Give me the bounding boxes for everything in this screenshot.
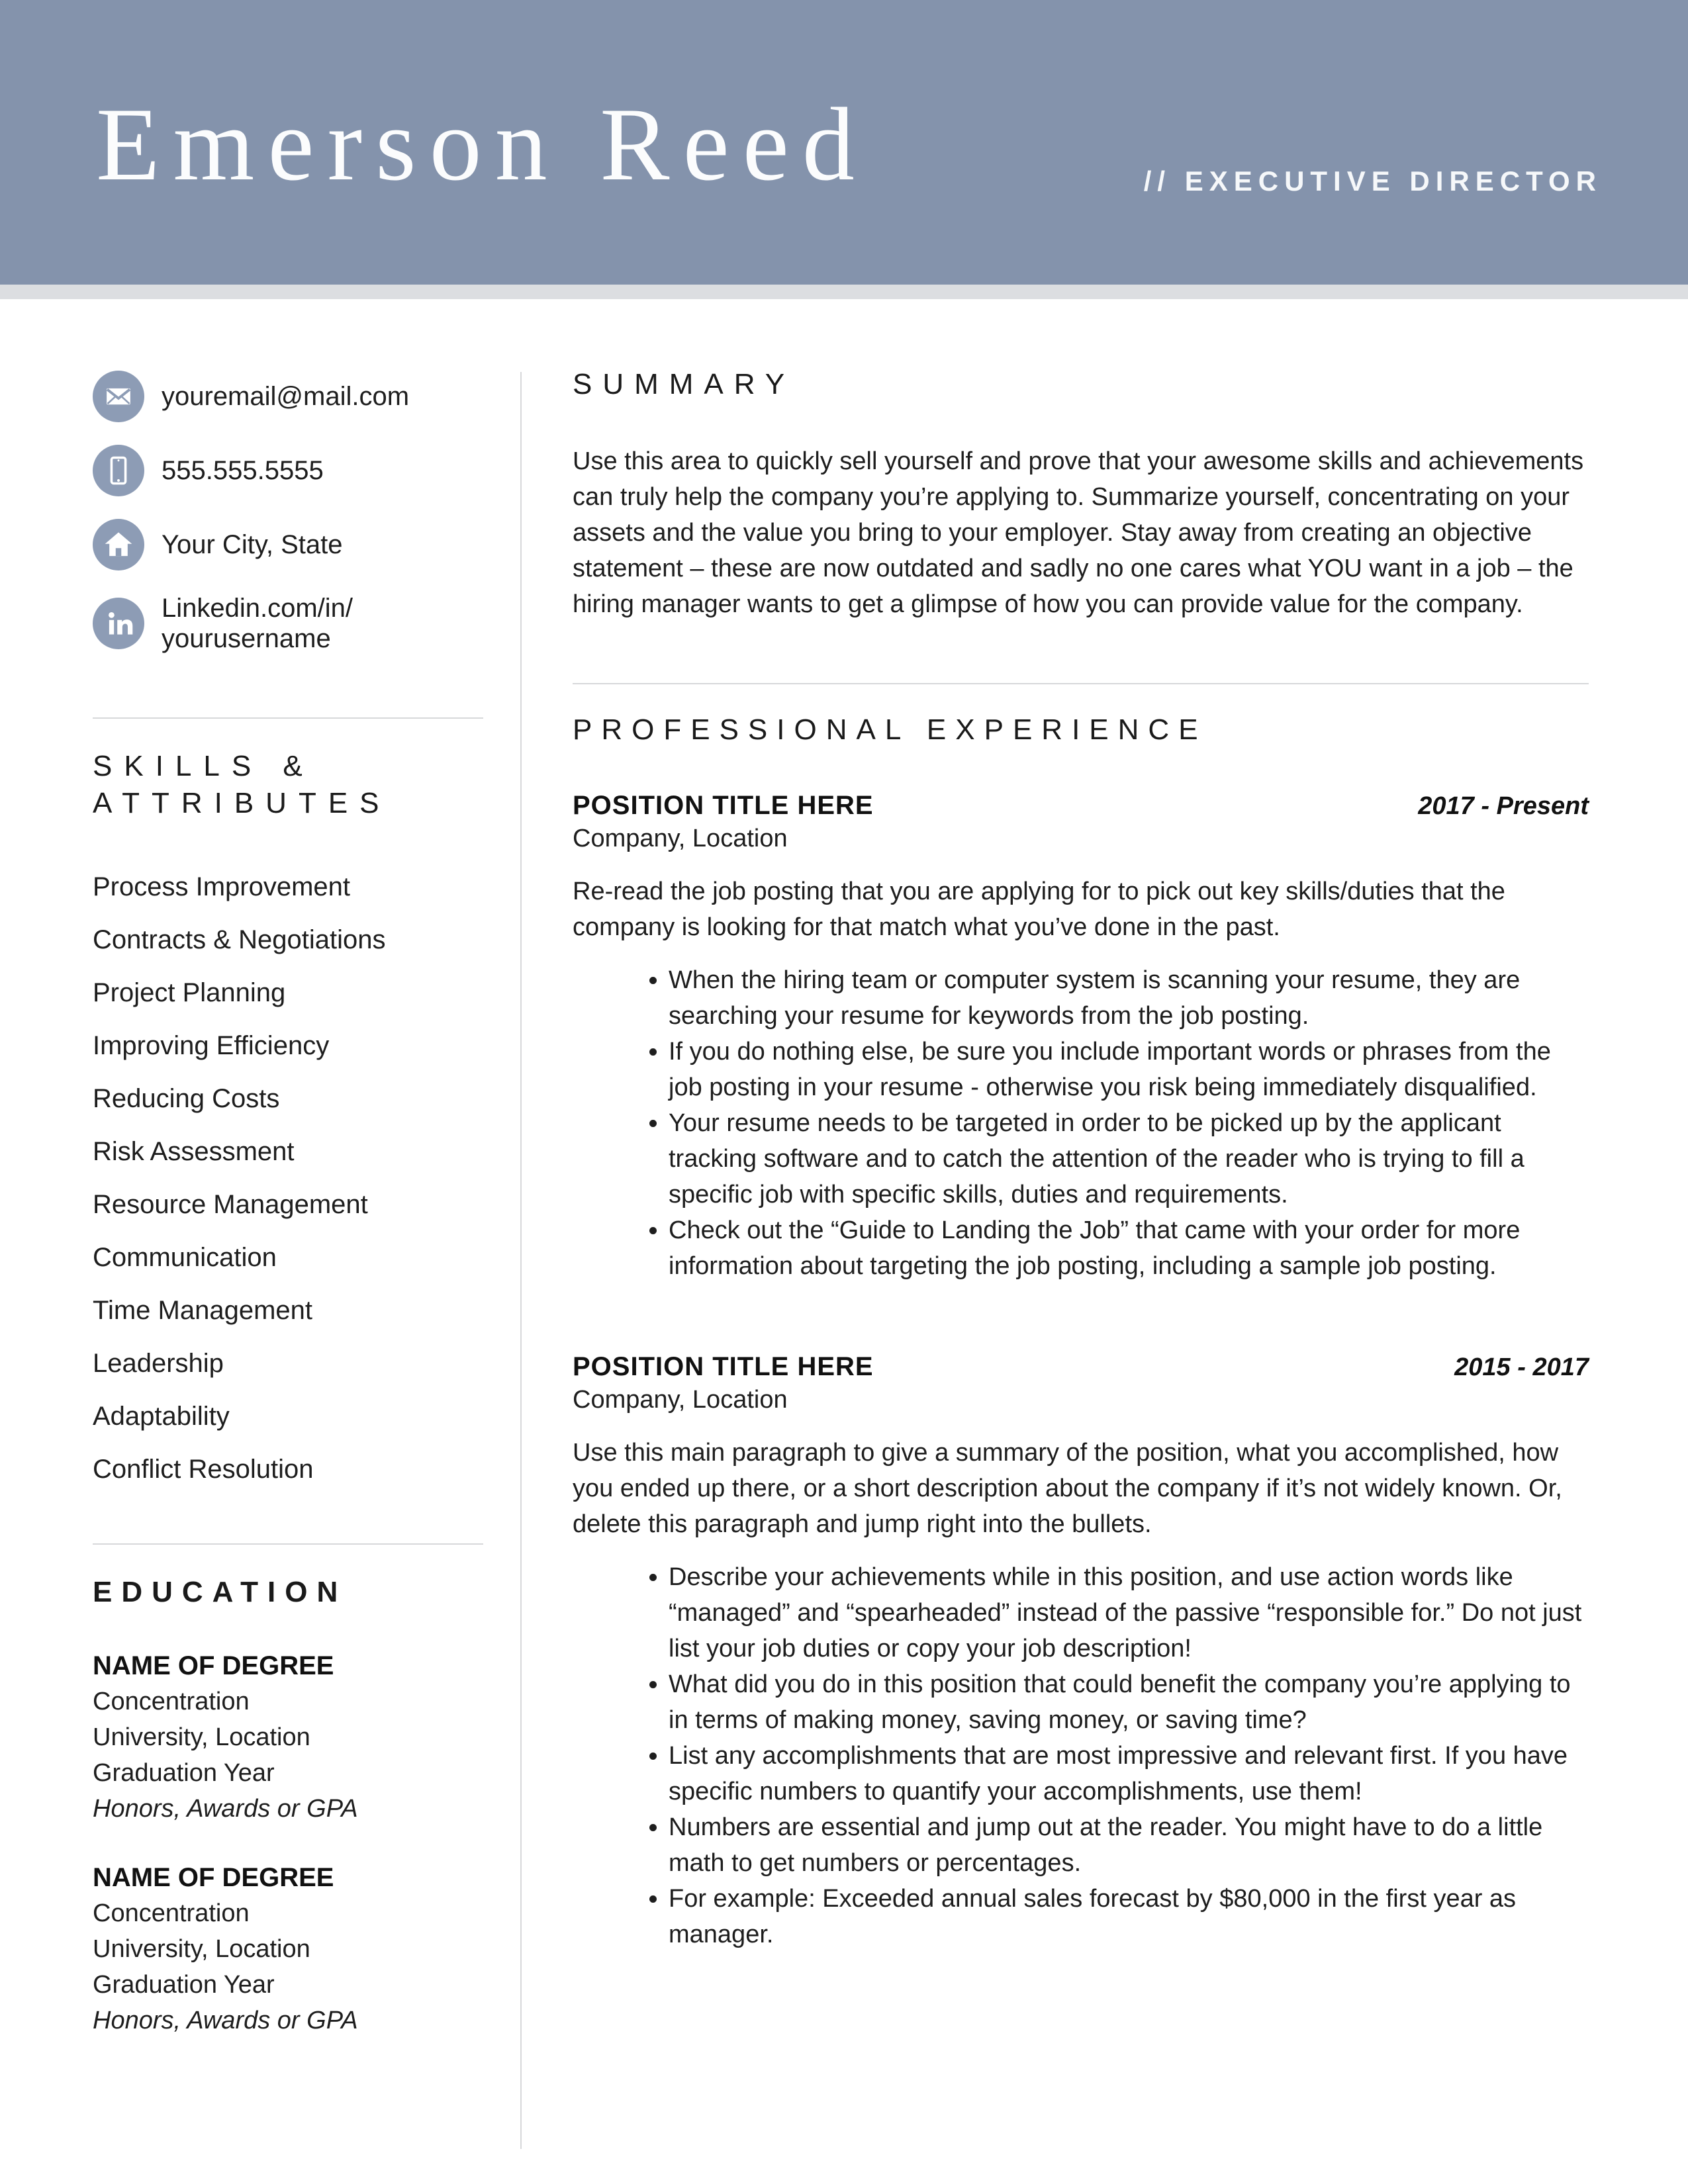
- contact-phone: [162, 455, 324, 486]
- email-icon: [93, 371, 144, 422]
- bullet-item: • Your resume needs to be targeted in order to be picked up by the applicant tracking software and to catch the attention of the reader who is trying to fill a specific job with specific skills, duties and requirements.: [669, 1105, 1589, 1212]
- skills-section-heading: SKILLS & ATTRIBUTES: [93, 750, 391, 819]
- contact-row-email: [93, 371, 483, 422]
- column-divider: [520, 372, 522, 2149]
- experience-position-2: [573, 1350, 1589, 1952]
- summary-section-heading: SUMMARY: [573, 368, 796, 400]
- position-intro: Re-read the job posting that you are applying for to pick out key skills/duties that the company is looking for that match what you’ve done in the past.: [573, 878, 1505, 941]
- home-icon: [93, 519, 144, 570]
- skill-item: Adaptability: [93, 1402, 230, 1431]
- degree-university: University, Location: [93, 1723, 310, 1751]
- degree-name: NAME OF DEGREE: [93, 1863, 334, 1892]
- sidebar-divider-bottom: [93, 1543, 483, 1545]
- skill-item: Reducing Costs: [93, 1084, 280, 1113]
- degree-year: Graduation Year: [93, 1759, 275, 1787]
- skill-item: Time Management: [93, 1296, 312, 1325]
- degree-concentration: Concentration: [93, 1899, 250, 1927]
- skill-item: Communication: [93, 1243, 277, 1272]
- skill-item: Contracts & Negotiations: [93, 925, 386, 954]
- degree-name: NAME OF DEGREE: [93, 1651, 334, 1680]
- contact-linkedin: [162, 593, 353, 654]
- position-intro: Use this main paragraph to give a summary of the position, what you accomplished, how you ended up there, or a short description about the company if it’s not widely known. Or, delete this paragraph and jump right into the bullets.: [573, 1439, 1562, 1538]
- position-bullet-list: [573, 1559, 1589, 1952]
- contact-linkedin-username: yourusername: [162, 624, 331, 653]
- position-header: [573, 1350, 1589, 1383]
- position-company: Company, Location: [573, 825, 788, 852]
- degree-year: Graduation Year: [93, 1971, 275, 1999]
- skill-item: Leadership: [93, 1349, 224, 1378]
- contact-location: [162, 529, 342, 560]
- bullet-item: • Describe your achievements while in this position, and use action words like “managed” and “spearheaded” instead of the passive “responsible for.” Do not just list your job duties or copy your job description!: [669, 1559, 1589, 1666]
- degree-honors: Honors, Awards or GPA: [93, 1795, 358, 1823]
- phone-icon: [93, 445, 144, 496]
- position-bullet-list: [573, 962, 1589, 1284]
- position-dates: 2017 - Present: [1418, 792, 1589, 820]
- contact-location-text: Your City, State: [162, 530, 343, 559]
- position-header: [573, 789, 1589, 822]
- education-section-heading: EDUCATION: [93, 1576, 348, 1608]
- person-name: Emerson Reed: [96, 87, 868, 203]
- education-degree-1: [93, 1648, 483, 1827]
- bullet-item: • If you do nothing else, be sure you include important words or phrases from the job posting in your resume - otherwise you risk being immediately disqualified.: [669, 1034, 1589, 1105]
- bullet-item: • Check out the “Guide to Landing the Job” that came with your order for more information about targeting the job posting, including a sample job posting.: [669, 1212, 1589, 1284]
- experience-section-heading: PROFESSIONAL EXPERIENCE: [573, 713, 1207, 746]
- position-dates: 2015 - 2017: [1454, 1353, 1589, 1381]
- contact-email: [162, 381, 409, 412]
- main-divider: [573, 683, 1589, 684]
- sidebar: [93, 371, 483, 2038]
- linkedin-icon: [93, 598, 144, 649]
- bullet-item: • Numbers are essential and jump out at the reader. You might have to do a little math to get numbers or percentages.: [669, 1809, 1589, 1881]
- header-bottom-strip: [0, 285, 1688, 299]
- skill-item: Risk Assessment: [93, 1137, 295, 1166]
- person-job-title: // EXECUTIVE DIRECTOR: [1143, 165, 1602, 197]
- contact-email-text: youremail@mail.com: [162, 382, 410, 411]
- skill-item: Conflict Resolution: [93, 1455, 314, 1484]
- bullet-item: • List any accomplishments that are most impressive and relevant first. If you have specific numbers to quantify your accomplishments, use them!: [669, 1738, 1589, 1809]
- summary-text: Use this area to quickly sell yourself and prove that your awesome skills and achievements can truly help the company you’re applying to. Summarize yourself, concentrating on your assets and the value you bring to your employer. Stay away from creating an objective statement – these are now outdated and sadly no one cares what YOU want in a job – the hiring manager wants to get a glimpse of how you can provide value for the company.: [573, 447, 1584, 618]
- position-title: POSITION TITLE HERE: [573, 791, 874, 820]
- education-degree-2: [93, 1860, 483, 2038]
- position-title: POSITION TITLE HERE: [573, 1352, 874, 1381]
- skill-item: Improving Efficiency: [93, 1031, 330, 1060]
- skill-item: Project Planning: [93, 978, 286, 1007]
- bullet-item: • For example: Exceeded annual sales forecast by $80,000 in the first year as manager.: [669, 1881, 1589, 1952]
- contact-row-location: [93, 519, 483, 570]
- contact-row-phone: [93, 445, 483, 496]
- skills-list: [93, 860, 483, 1496]
- degree-university: University, Location: [93, 1935, 310, 1963]
- contact-row-linkedin: [93, 593, 483, 654]
- position-company: Company, Location: [573, 1386, 788, 1414]
- main-column: [573, 368, 1589, 1952]
- contact-linkedin-url: Linkedin.com/in/: [162, 594, 353, 623]
- bullet-item: • When the hiring team or computer system is scanning your resume, they are searching your resume for keywords from the job posting.: [669, 962, 1589, 1034]
- bullet-item: • What did you do in this position that could benefit the company you’re applying to in terms of making money, saving money, or saving time?: [669, 1666, 1589, 1738]
- degree-honors: Honors, Awards or GPA: [93, 2007, 358, 2034]
- skill-item: Process Improvement: [93, 872, 351, 901]
- experience-position-1: [573, 789, 1589, 1284]
- header-banner: [0, 0, 1688, 285]
- contact-phone-text: 555.555.5555: [162, 456, 324, 485]
- skill-item: Resource Management: [93, 1190, 368, 1219]
- sidebar-divider-top: [93, 717, 483, 719]
- degree-concentration: Concentration: [93, 1688, 250, 1715]
